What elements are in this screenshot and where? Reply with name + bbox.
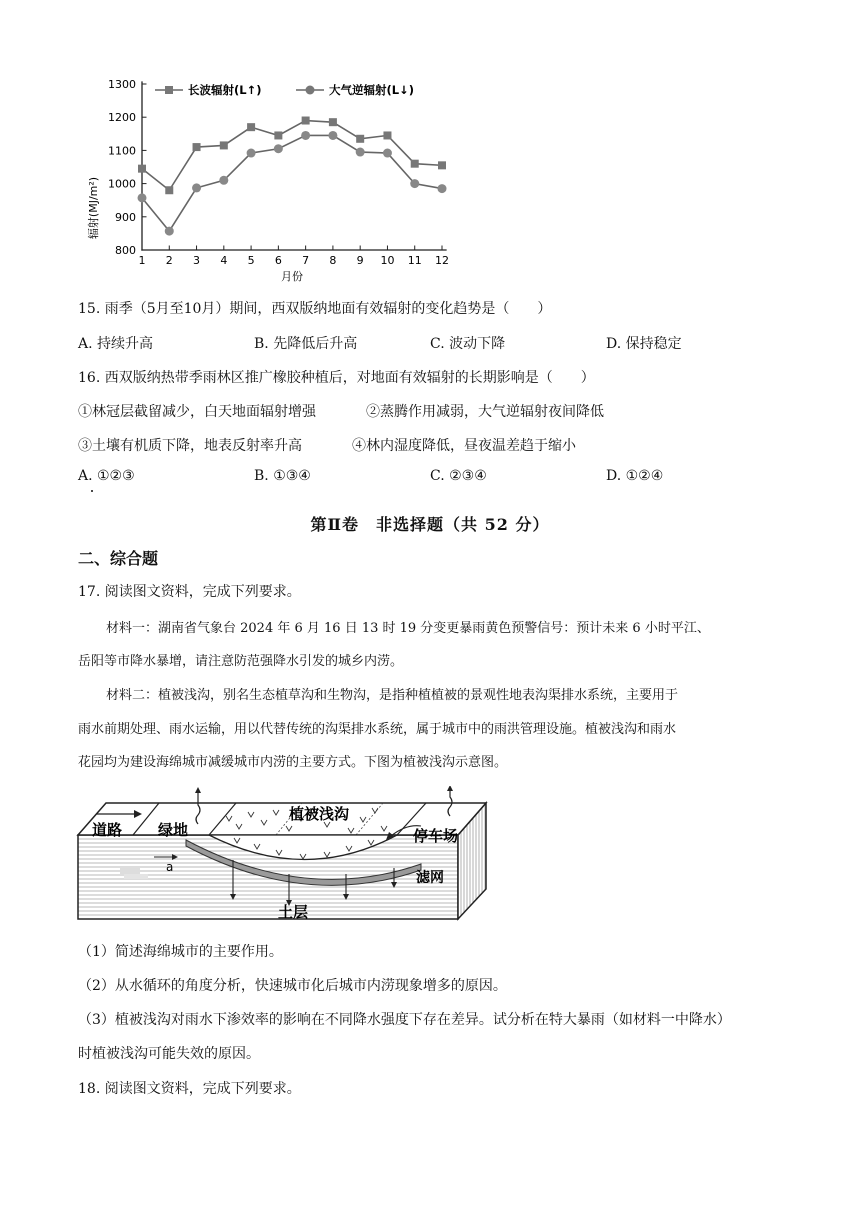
- series-line-1: [142, 121, 442, 191]
- label-road: 道路: [92, 821, 123, 839]
- series-line-2: [142, 135, 442, 231]
- volume-title: 第Ⅱ卷 非选择题（共 52 分）: [310, 515, 550, 534]
- q15-option-a[interactable]: A. 持续升高: [78, 336, 154, 352]
- legend-series-2: 大气逆辐射(L↓): [329, 83, 414, 97]
- q16-option-d[interactable]: D. ①②④: [606, 468, 664, 484]
- q16-option-b[interactable]: B. ①③④: [254, 468, 311, 484]
- x-tick-label: 5: [247, 254, 255, 267]
- data-point-circle: [383, 149, 392, 158]
- section-title: 二、综合题: [78, 549, 159, 568]
- x-tick-label: 7: [302, 254, 310, 267]
- data-point-square: [438, 161, 446, 169]
- q17-stem: 17. 阅读图文资料，完成下列要求。: [78, 584, 301, 600]
- x-tick-label: 9: [356, 254, 364, 267]
- y-tick-label: 1300: [108, 78, 136, 91]
- data-point-square: [274, 131, 282, 139]
- data-point-square: [329, 118, 337, 126]
- data-point-square: [247, 123, 255, 131]
- data-point-circle: [438, 184, 447, 193]
- label-swale: 植被浅沟: [289, 805, 350, 823]
- q15-option-c[interactable]: C. 波动下降: [430, 336, 506, 352]
- stray-dot: [91, 490, 93, 492]
- y-axis-label: 辐射(MJ/m²): [87, 176, 100, 240]
- q15-option-d[interactable]: D. 保持稳定: [606, 336, 682, 352]
- x-tick-label: 10: [380, 254, 395, 267]
- data-point-square: [356, 135, 364, 143]
- y-tick-label: 1100: [108, 144, 136, 158]
- legend-square-marker: [165, 86, 173, 94]
- q16-statement-2: ②蒸腾作用减弱，大气逆辐射夜间降低: [366, 404, 604, 420]
- q15-option-b[interactable]: B. 先降低后升高: [254, 336, 358, 352]
- label-filter: 滤网: [416, 870, 444, 886]
- q17-material-2-line-2: 雨水前期处理、雨水运输，用以代替传统的沟渠排水系统，属于城市中的雨洪管理设施。植被浅沟和雨水: [78, 722, 677, 737]
- data-point-circle: [247, 149, 256, 158]
- x-axis-label: 月份: [281, 270, 303, 283]
- q15-stem: 15. 雨季（5月至10月）期间，西双版纳地面有效辐射的变化趋势是（ ）: [78, 301, 552, 317]
- x-tick-label: 1: [138, 254, 146, 267]
- q18-stem: 18. 阅读图文资料，完成下列要求。: [78, 1081, 301, 1097]
- q16-statement-3: ③土壤有机质下降，地表反射率升高: [78, 438, 302, 454]
- data-point-square: [193, 143, 201, 151]
- legend-series-1: 长波辐射(L↑): [188, 83, 262, 97]
- data-point-circle: [301, 131, 310, 140]
- q16-option-c[interactable]: C. ②③④: [430, 468, 487, 484]
- x-tick-label: 12: [435, 254, 449, 267]
- radiation-line-chart: [80, 70, 460, 285]
- label-soil: 土层: [278, 903, 309, 921]
- data-point-square: [220, 141, 228, 149]
- q16-statement-4: ④林内湿度降低，昼夜温差趋于缩小: [352, 438, 576, 454]
- q17-material-2-line-3: 花园均为建设海绵城市减缓城市内涝的主要方式。下图为植被浅沟示意图。: [78, 755, 508, 770]
- data-point-square: [383, 131, 391, 139]
- x-tick-label: 6: [274, 254, 282, 267]
- data-point-square: [165, 186, 173, 194]
- data-point-circle: [165, 227, 174, 236]
- x-tick-label: 11: [407, 254, 422, 267]
- data-point-circle: [192, 183, 201, 192]
- x-tick-label: 3: [193, 254, 201, 267]
- y-tick-label: 1000: [108, 177, 136, 191]
- q17-material-2-line-1: 材料二：植被浅沟，别名生态植草沟和生物沟，是指种植植被的景观性地表沟渠排水系统，主要用于: [106, 688, 679, 703]
- label-green: 绿地: [158, 821, 189, 839]
- x-tick-label: 8: [329, 254, 337, 267]
- q17-part-1: （1）简述海绵城市的主要作用。: [78, 944, 283, 960]
- y-tick-label: 1200: [108, 111, 136, 125]
- data-point-square: [138, 165, 146, 173]
- data-point-square: [302, 117, 310, 125]
- data-point-circle: [219, 176, 228, 185]
- data-point-circle: [138, 193, 147, 202]
- data-point-circle: [274, 144, 283, 153]
- data-point-circle: [328, 131, 337, 140]
- q17-material-1-line-1: 材料一：湖南省气象台 2024 年 6 月 16 日 13 时 19 分变更暴雨黄色预警信号：预计未来 6 小时平江、: [106, 621, 710, 636]
- q16-option-a[interactable]: A. ①②③: [78, 468, 135, 484]
- data-point-circle: [410, 179, 419, 188]
- y-tick-label: 900: [115, 210, 136, 224]
- vegetated-swale-diagram: [76, 786, 496, 926]
- label-parking: 停车场: [413, 827, 459, 845]
- q16-stem: 16. 西双版纳热带季雨林区推广橡胶种植后，对地面有效辐射的长期影响是（ ）: [78, 370, 595, 386]
- data-point-circle: [356, 148, 365, 157]
- y-tick-label: 800: [115, 244, 136, 257]
- data-point-square: [411, 160, 419, 168]
- q17-part-3-line-2: 时植被浅沟可能失效的原因。: [78, 1046, 260, 1062]
- label-a: a: [166, 860, 174, 874]
- q17-material-1-line-2: 岳阳等市降水暴增，请注意防范强降水引发的城乡内涝。: [78, 654, 404, 669]
- x-tick-label: 2: [165, 254, 173, 267]
- q17-part-3-line-1: （3）植被浅沟对雨水下渗效率的影响在不同降水强度下存在差异。试分析在特大暴雨（如材料一中降水）: [78, 1012, 731, 1028]
- legend-circle-marker: [306, 86, 315, 95]
- x-tick-label: 4: [220, 254, 228, 267]
- q16-statement-1: ①林冠层截留减少，白天地面辐射增强: [78, 404, 316, 420]
- q17-part-2: （2）从水循环的角度分析，快速城市化后城市内涝现象增多的原因。: [78, 978, 507, 994]
- chart-legend: [155, 83, 414, 97]
